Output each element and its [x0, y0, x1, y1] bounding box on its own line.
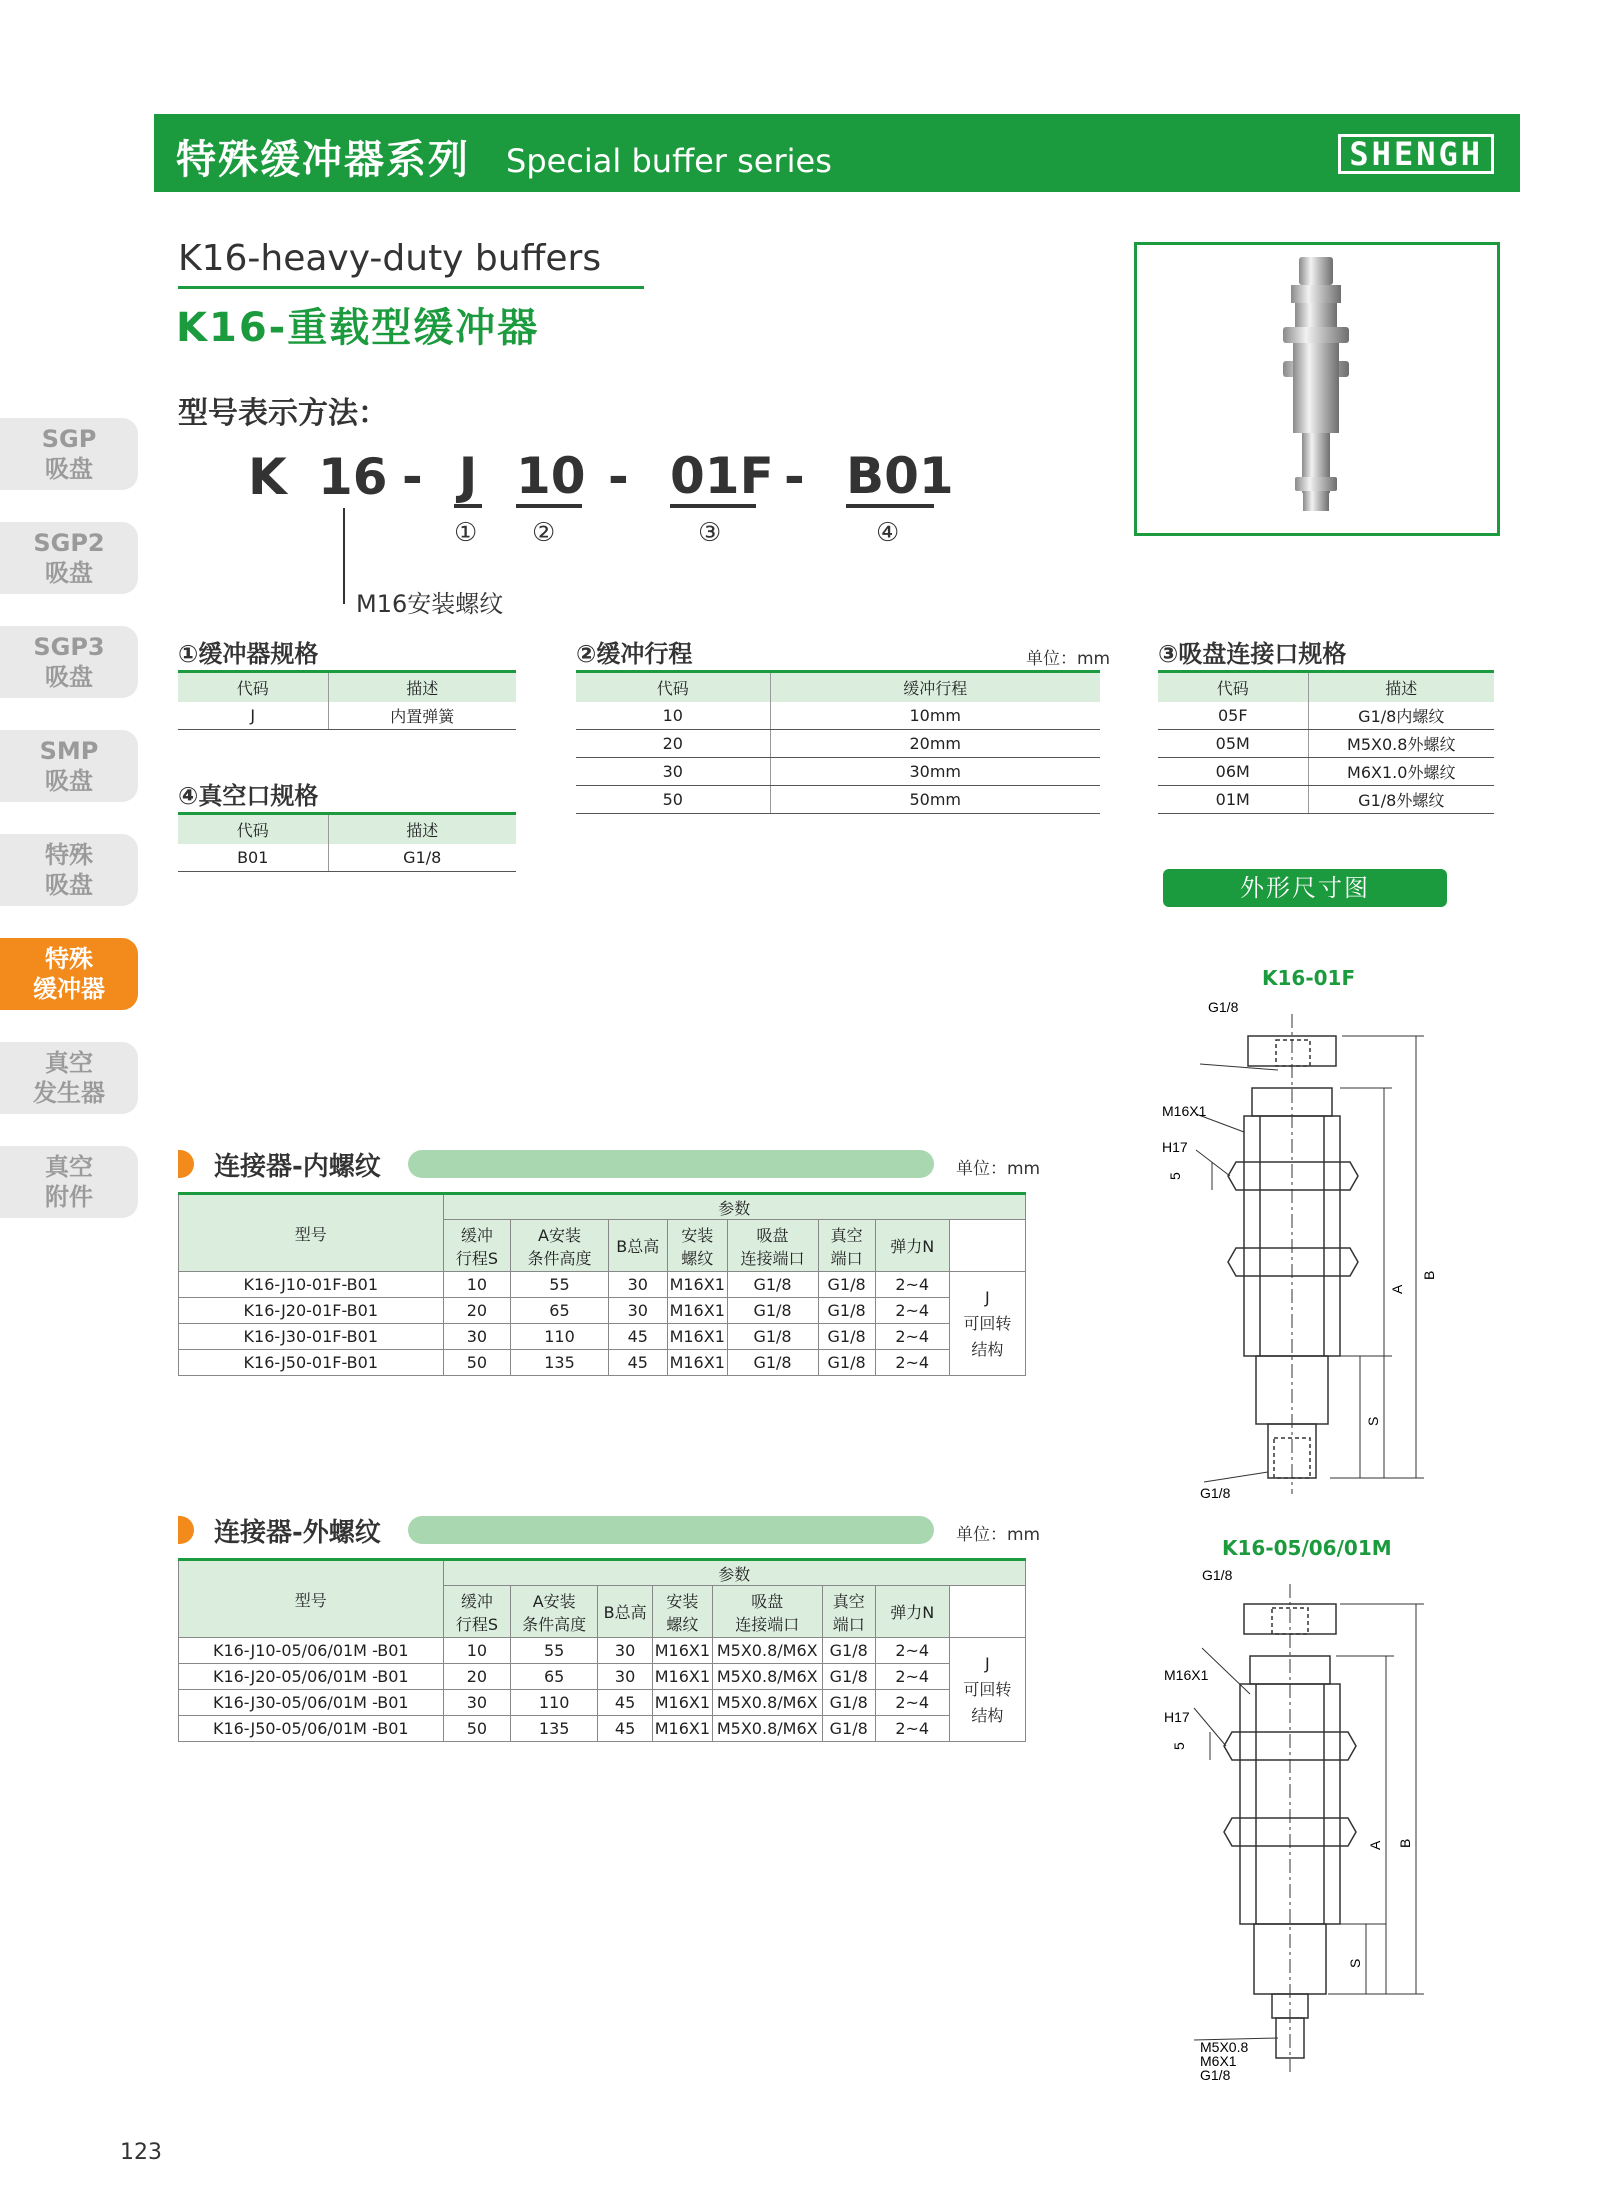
- drawing2-title: K16-05/06/01M: [1222, 1536, 1392, 1560]
- code-seg-b01: B01: [846, 448, 934, 508]
- drawing1-dim-a: A: [1389, 1284, 1405, 1294]
- drawing1-top-port: G1/8: [1208, 999, 1239, 1015]
- table-row: K16-J30-01F-B01 30 110 45 M16X1 G1/8 G1/8 2~4: [179, 1324, 1026, 1350]
- m16-leader-line: [343, 508, 345, 604]
- drawing1-title: K16-01F: [1262, 966, 1356, 990]
- drawing1-svg: [1160, 994, 1470, 1500]
- outer-title-bar: [408, 1516, 934, 1544]
- spec1-title: ①缓冲器规格: [178, 640, 319, 668]
- outer-col-model: 型号: [179, 1560, 444, 1638]
- drawing2-dim-s: S: [1347, 1958, 1363, 1968]
- code-seg-dash2: -: [608, 448, 629, 506]
- table-row: K16-J10-01F-B01 10 55 30 M16X1 G1/8 G1/8 2~4 J 可回转 结构: [179, 1272, 1026, 1298]
- drawing2-nut-height: 5: [1171, 1742, 1187, 1750]
- table-row: K16-J10-05/06/01M -B01 10 55 30 M16X1 M5X0.8/M6X G1/8 2~4 J 可回转 结构: [179, 1638, 1026, 1664]
- page-number: 123: [120, 2140, 162, 2165]
- inner-title-bar: [408, 1150, 934, 1178]
- inner-thread-table: 型号 参数 缓冲 行程S A安装 条件高度 B总高 安装 螺纹 吸盘 连接端口 真空 端口 弹力N K16-J10-01F-B01 10 55 30 M16X1 G1/8 G1/8 2~4 J 可回转 结构 K16-J20-01F-B01 20 65 30 M16X1 G1/8 G1/8 2~4 K16-J30-01F-B01 30 110 45 M16X1 G1/8 G1/8 2~4 K16-J50-01F-B01 50 135 45 M16X1 G1/8 G1/8 2~4: [178, 1192, 1026, 1376]
- drawing2-bottom-label-1: M5X0.8: [1200, 2039, 1249, 2055]
- inner-col-model: 型号: [179, 1194, 444, 1272]
- product-photo: [1134, 242, 1500, 536]
- table-row: 05F G1/8内螺纹: [1158, 702, 1494, 730]
- table-row: 30 30mm: [576, 758, 1100, 786]
- marker-1: ①: [454, 518, 478, 548]
- drawing2-bottom-label-3: G1/8: [1200, 2067, 1231, 2083]
- table-row: K16-J20-05/06/01M -B01 20 65 30 M16X1 M5X0.8/M6X G1/8 2~4: [179, 1664, 1026, 1690]
- drawing1-nut: H17: [1162, 1139, 1188, 1155]
- product-title-cn: K16-重载型缓冲器: [176, 305, 540, 351]
- spec1-table: [178, 670, 516, 730]
- sidebar-tab-special-cups[interactable]: 特殊 吸盘: [0, 834, 138, 906]
- sidebar-tab-vacuum-generator[interactable]: 真空 发生器: [0, 1042, 138, 1114]
- sidebar-tab-special-buffers[interactable]: 特殊 缓冲器: [0, 938, 138, 1010]
- marker-2: ②: [532, 518, 556, 548]
- table-row: K16-J30-05/06/01M -B01 30 110 45 M16X1 M5X0.8/M6X G1/8 2~4: [179, 1690, 1026, 1716]
- title-underline: [178, 286, 644, 289]
- code-seg-01f: 01F: [670, 448, 756, 508]
- drawing2-dim-b: B: [1397, 1838, 1413, 1848]
- table-row: 10 10mm: [576, 702, 1100, 730]
- spec2-unit: 单位：mm: [1026, 649, 1111, 669]
- m16-thread-note: M16安装螺纹: [356, 590, 504, 618]
- inner-table-unit: 单位：mm: [956, 1159, 1041, 1179]
- marker-3: ③: [698, 518, 722, 548]
- spec2-table: 代码 缓冲行程 10 10mm 20 20mm 30 30mm 50 50mm: [576, 670, 1100, 814]
- table-row: J 内置弹簧: [178, 702, 516, 730]
- code-seg-k: K: [248, 448, 287, 506]
- code-seg-dash1: -: [402, 448, 423, 506]
- table-row: 20 20mm: [576, 730, 1100, 758]
- dimension-drawing-banner: 外形尺寸图: [1163, 869, 1447, 907]
- table-row: 05M M5X0.8外螺纹: [1158, 730, 1494, 758]
- drawing2-thread: M16X1: [1164, 1667, 1209, 1683]
- table-row: B01 G1/8: [178, 844, 516, 872]
- sidebar-tab-sgp3[interactable]: SGP3 吸盘: [0, 626, 138, 698]
- outer-table-unit: 单位：mm: [956, 1525, 1041, 1545]
- drawing2-svg: [1154, 1564, 1474, 2094]
- section-marker-inner: [178, 1150, 194, 1178]
- sidebar-tab-vacuum-accessories[interactable]: 真空 附件: [0, 1146, 138, 1218]
- header-title-en: Special buffer series: [506, 142, 832, 180]
- code-seg-dash3: -: [784, 448, 805, 506]
- buffer-photo-image: [1137, 245, 1497, 533]
- drawing1-nut-height: 5: [1167, 1172, 1183, 1180]
- outer-col-params: 参数: [443, 1560, 1025, 1586]
- outer-table-title: 连接器-外螺纹: [214, 1518, 381, 1548]
- table-row: 01M G1/8外螺纹: [1158, 786, 1494, 814]
- sidebar-tab-smp[interactable]: SMP 吸盘: [0, 730, 138, 802]
- spec1-header-desc: 描述: [328, 672, 516, 702]
- drawing1-bottom-port: G1/8: [1200, 1485, 1231, 1500]
- drawing1-dim-s: S: [1365, 1416, 1381, 1426]
- drawing1-thread: M16X1: [1162, 1103, 1207, 1119]
- drawing2-bottom-label-2: M6X1: [1200, 2053, 1237, 2069]
- code-seg-j: J: [454, 448, 482, 508]
- table-row: 50 50mm: [576, 786, 1100, 814]
- marker-4: ④: [876, 518, 900, 548]
- table-row: K16-J50-01F-B01 50 135 45 M16X1 G1/8 G1/8 2~4: [179, 1350, 1026, 1376]
- drawing2-dim-a: A: [1367, 1840, 1383, 1850]
- sidebar-tab-sgp[interactable]: SGP 吸盘: [0, 418, 138, 490]
- drawing1-dim-b: B: [1421, 1270, 1437, 1280]
- spec1-header-code: 代码: [178, 672, 328, 702]
- sidebar-tab-sgp2[interactable]: SGP2 吸盘: [0, 522, 138, 594]
- spec2-title: ②缓冲行程: [576, 640, 693, 668]
- spec3-table: 代码 描述 05F G1/8内螺纹 05M M5X0.8外螺纹 06M M6X1.0外螺纹 01M G1/8外螺纹: [1158, 670, 1494, 814]
- code-seg-16: 16: [318, 448, 388, 506]
- section-marker-outer: [178, 1516, 194, 1544]
- spec4-title: ④真空口规格: [178, 782, 319, 810]
- table-row: 06M M6X1.0外螺纹: [1158, 758, 1494, 786]
- product-title-en: K16-heavy-duty buffers: [178, 238, 602, 279]
- model-code-label: 型号表示方法：: [178, 396, 388, 431]
- header-title-cn: 特殊缓冲器系列: [176, 137, 470, 183]
- table-row: K16-J50-05/06/01M -B01 50 135 45 M16X1 M5X0.8/M6X G1/8 2~4: [179, 1716, 1026, 1742]
- inner-table-title: 连接器-内螺纹: [214, 1152, 381, 1182]
- outer-thread-table: 型号 参数 缓冲 行程S A安装 条件高度 B总高 安装 螺纹 吸盘 连接端口 真空 端口 弹力N K16-J10-05/06/01M -B01 10 55 30 M16X1 M5X0.8/M6X G1/8 2~4 J 可回转 结构 K16-J20-05/06/01M -B01 20 65 30 M16X1 M5X0.8/M6X G1/8 2~4 K16-J30-05/06/01M -B01 30 110 45 M16X1 M5X0.8/M6X G1/8 2~4 K16-J50-05/06/01M -B01 50 135 45 M16X1 M5X0.8/M6X G1/8 2~4: [178, 1558, 1026, 1742]
- spec3-title: ③吸盘连接口规格: [1158, 640, 1347, 668]
- code-seg-10: 10: [516, 448, 582, 508]
- spec4-table: 代码 描述 B01 G1/8: [178, 812, 516, 872]
- drawing2-nut: H17: [1164, 1709, 1190, 1725]
- drawing2-top-port: G1/8: [1202, 1567, 1233, 1583]
- table-row: K16-J20-01F-B01 20 65 30 M16X1 G1/8 G1/8 2~4: [179, 1298, 1026, 1324]
- header-bar: [154, 114, 1520, 192]
- brand-logo: SHENGH: [1338, 134, 1494, 174]
- inner-col-params: 参数: [443, 1194, 1025, 1220]
